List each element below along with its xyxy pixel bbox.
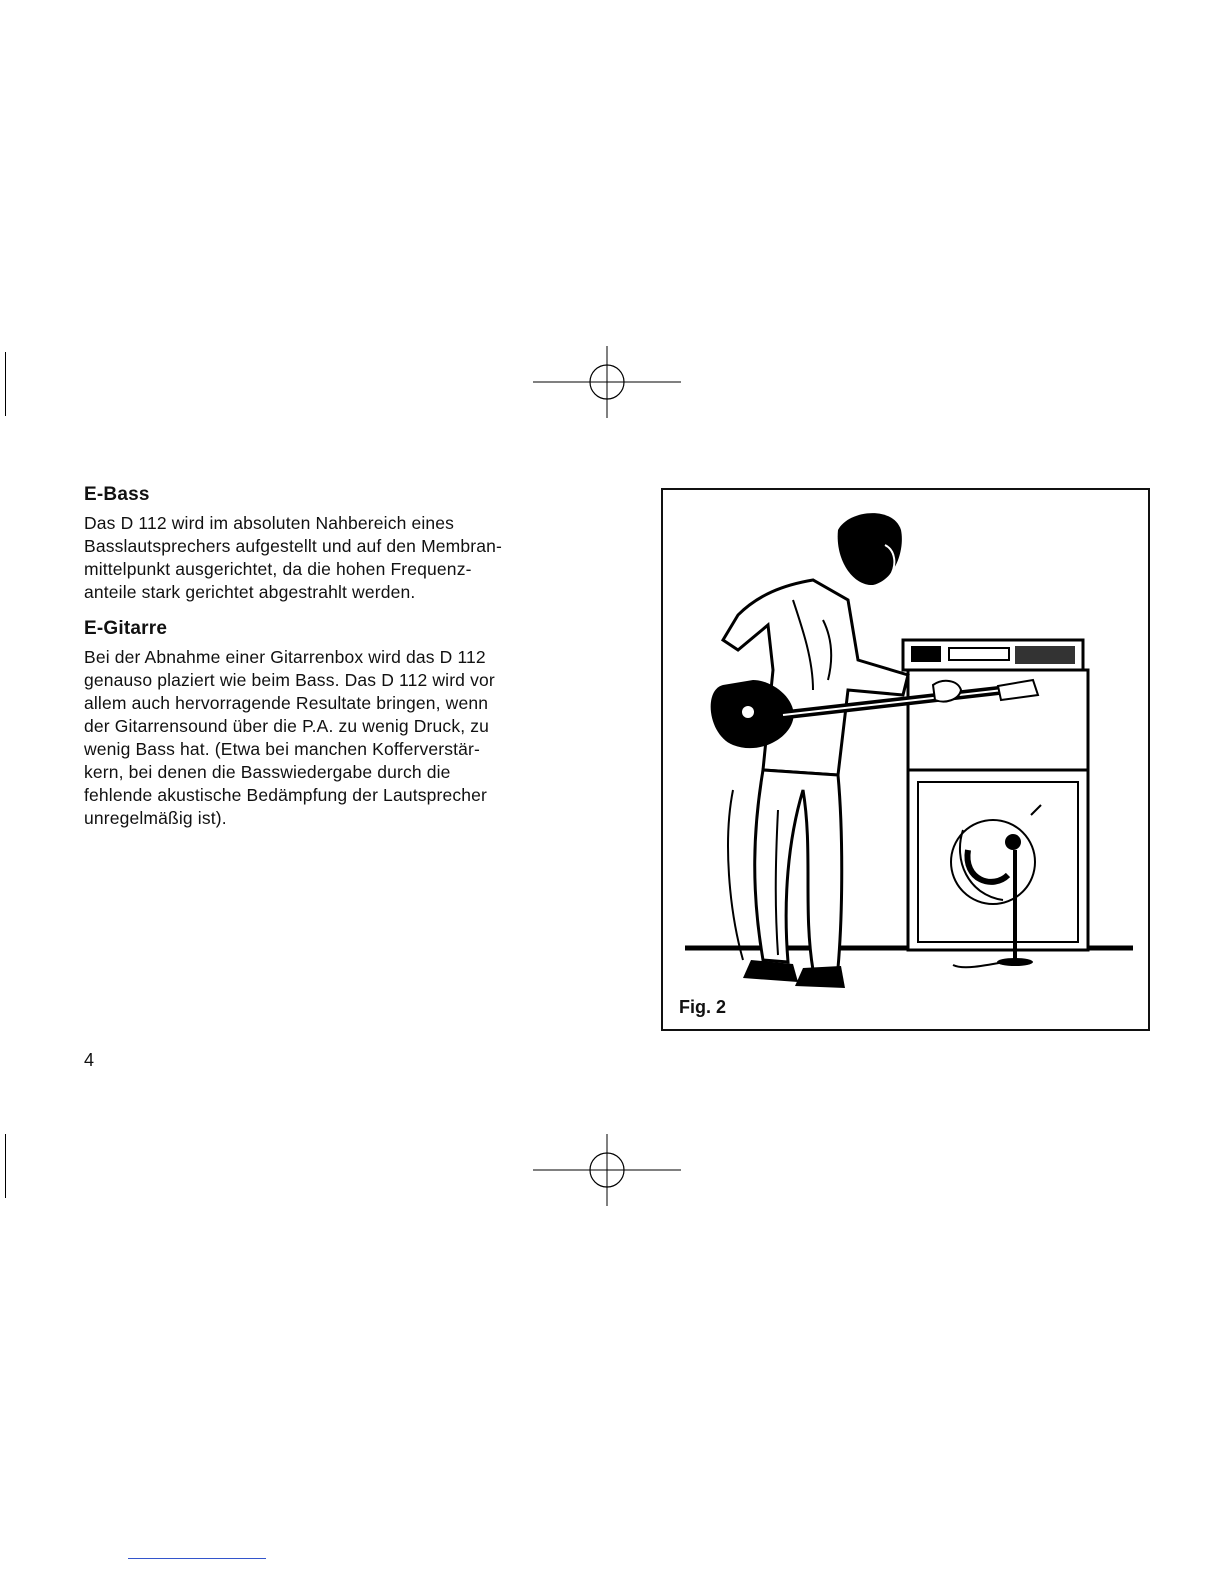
paragraph-line: allem auch hervorragende Resultate bringen, wenn xyxy=(84,693,489,713)
paragraph-line: wenig Bass hat. (Etwa bei manchen Kofferverstär- xyxy=(84,739,480,759)
paragraph-line: anteile stark gerichtet abgestrahlt werden. xyxy=(84,582,416,602)
paragraph-line: unregelmäßig ist). xyxy=(84,808,227,828)
trim-mark-bottom xyxy=(5,1134,6,1198)
paragraph-line: Das D 112 wird im absoluten Nahbereich eines xyxy=(84,513,455,533)
paragraph-line: mittelpunkt ausgerichtet, da die hohen Frequenz- xyxy=(84,559,472,579)
paragraph-line: genauso plaziert wie beim Bass. Das D 112 wird vor xyxy=(84,670,495,690)
section-heading: E-Bass xyxy=(84,484,150,505)
registration-mark-bottom xyxy=(533,1134,681,1206)
paragraph-line: Basslautsprechers aufgestellt und auf den Membran- xyxy=(84,536,503,556)
text-column xyxy=(84,484,604,844)
registration-mark-top xyxy=(533,346,681,418)
bottom-rule xyxy=(128,1558,266,1559)
paragraph-line: Bei der Abnahme einer Gitarrenbox wird das D 112 xyxy=(84,647,486,667)
guitarist-illustration xyxy=(663,490,1148,1029)
page-number: 4 xyxy=(84,1050,95,1070)
paragraph-line: fehlende akustische Bedämpfung der Lautsprecher xyxy=(84,785,488,805)
figure-box xyxy=(661,488,1150,1031)
section-paragraph xyxy=(84,512,604,604)
figure-label: Fig. 2 xyxy=(679,997,727,1017)
trim-mark-top xyxy=(5,352,6,416)
section-heading: E-Gitarre xyxy=(84,618,168,639)
section-e-bass xyxy=(84,484,604,604)
section-e-gitarre xyxy=(84,618,604,830)
section-paragraph xyxy=(84,646,604,830)
paragraph-line: der Gitarrensound über die P.A. zu wenig Druck, zu xyxy=(84,716,490,736)
paragraph-line: kern, bei denen die Basswiedergabe durch die xyxy=(84,762,451,782)
